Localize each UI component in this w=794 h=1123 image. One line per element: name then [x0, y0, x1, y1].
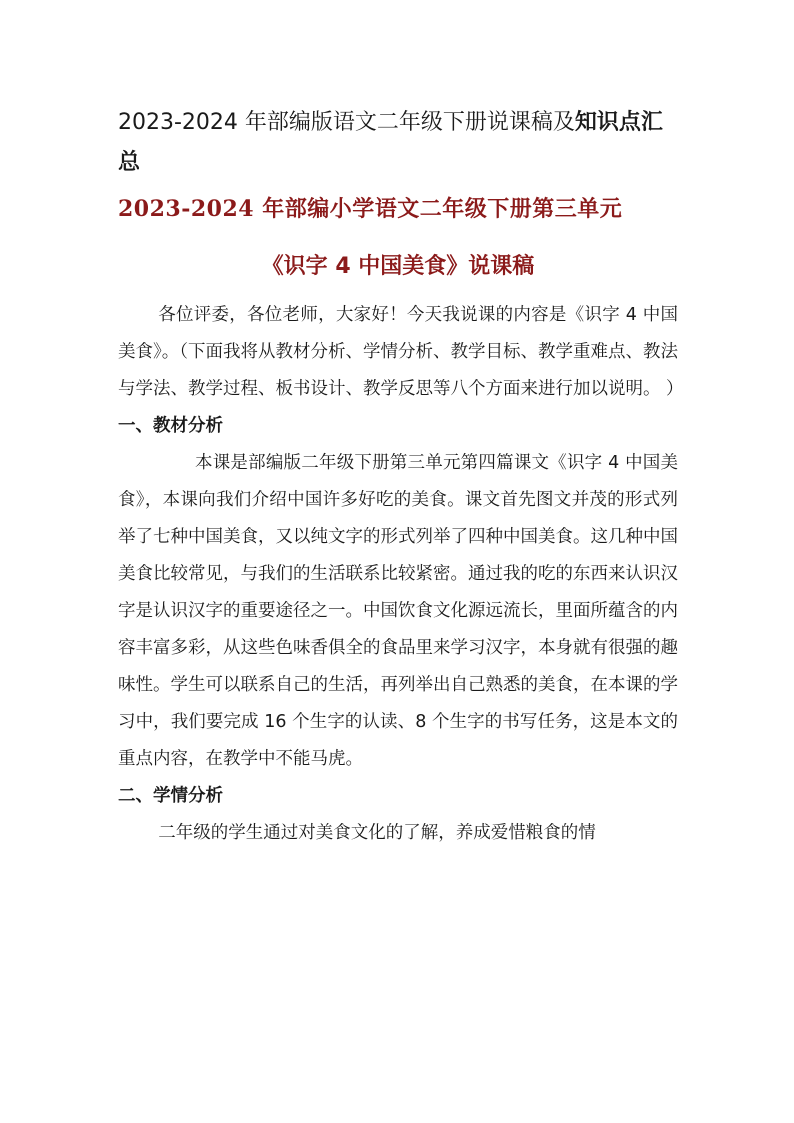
intro-paragraph: 各位评委，各位老师，大家好！今天我说课的内容是《识字 4 中国美食》。（下面我将从教材分析、学情分析、教学目标、教学重难点、教法与学法、教学过程、板书设计、教学反思等八个方面来进行加以说明。 ） — [118, 305, 684, 399]
unit-subtitle: 2023-2024 年部编小学语文二年级下册第三单元 — [118, 196, 623, 222]
section-heading-textbook-analysis: 一、教材分析 — [118, 416, 223, 436]
section-heading-student-analysis: 二、学情分析 — [118, 786, 223, 806]
document-title — [118, 103, 678, 183]
document-title-main: 2023-2024 年部编版语文二年级下册说课稿及 — [118, 110, 575, 135]
lesson-title: 《识字 4 中国美食》说课稿 — [261, 254, 535, 279]
section-body-textbook-analysis: 本课是部编版二年级下册第三单元第四篇课文《识字 4 中国美食》，本课向我们介绍中国许多好吃的美食。课文首先图文并茂的形式列举了七种中国美食，又以纯文字的形式列举了四种中国美食。这几种中国美食比较常见，与我们的生活联系比较紧密。通过我的吃的东西来认识汉字是认识汉字的重要途径之一。中国饮食文化源远流长，里面所蕴含的内容丰富多彩，从这些色味香俱全的食品里来学习汉字，本身就有很强的趣味性。学生可以联系自己的生活，再列举出自己熟悉的美食，在本课的学习中，我们要完成 16 个生字的认读、8 个生字的书写任务，这是本文的重点内容，在教学中不能马虎。 — [118, 453, 678, 769]
document-title-emphasis: 知识点汇总 — [118, 110, 663, 175]
section-body-student-analysis: 二年级的学生通过对美食文化的了解，养成爱惜粮食的情 — [158, 823, 596, 843]
